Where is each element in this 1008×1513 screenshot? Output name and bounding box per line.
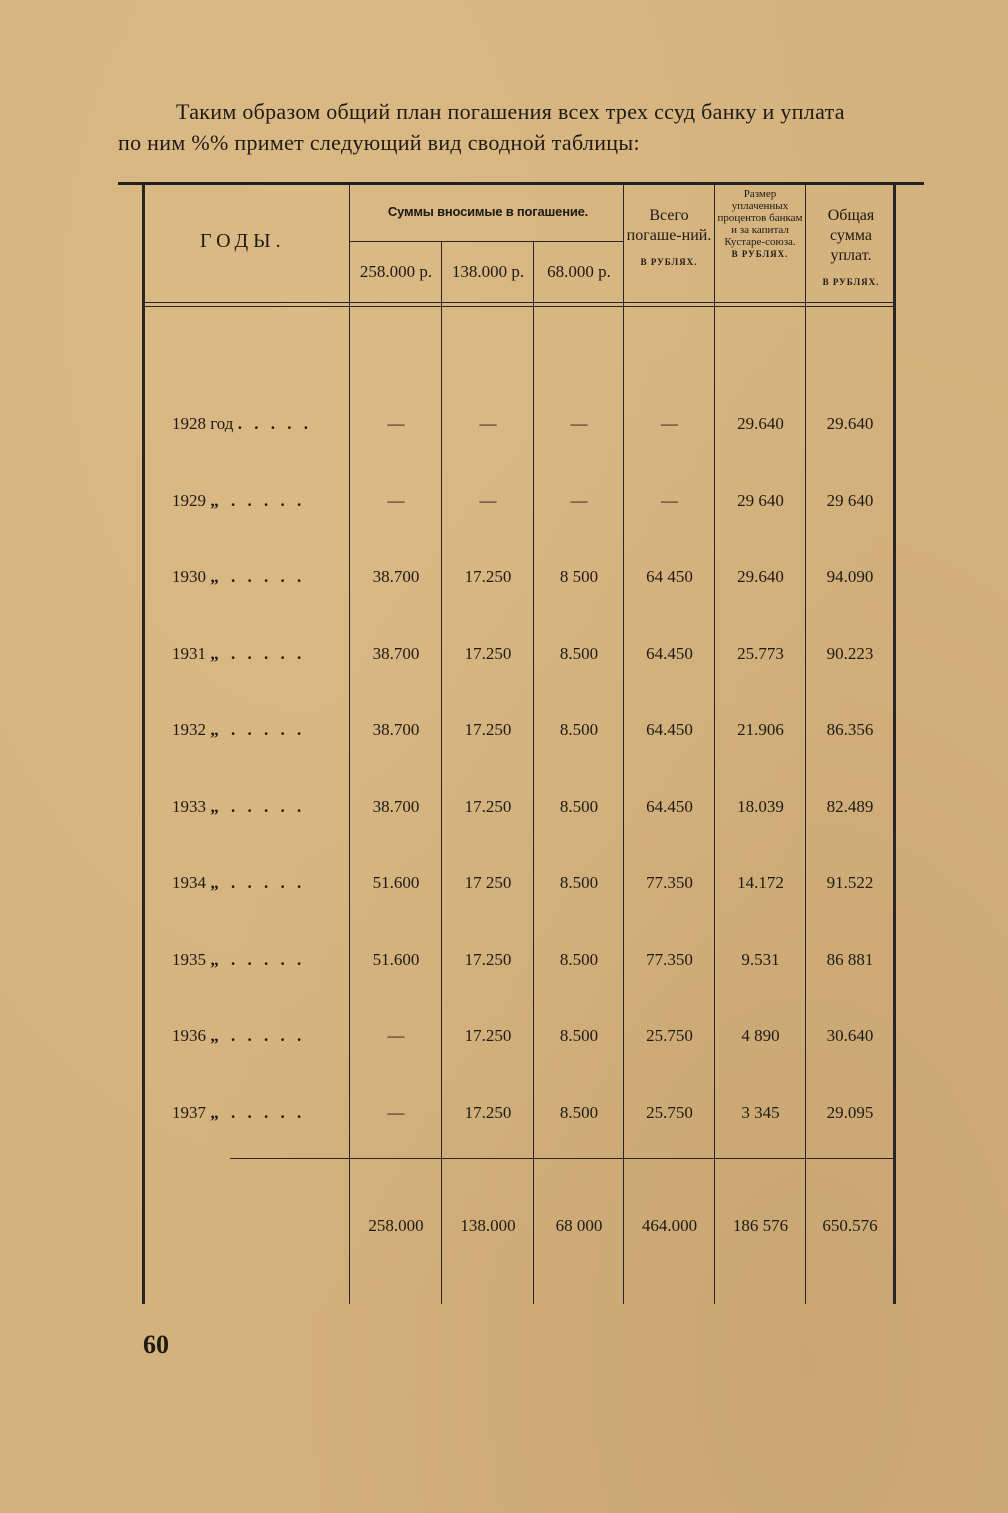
- header-bottom-rule: [145, 306, 893, 307]
- leader-dots: „ . . . . .: [210, 1026, 306, 1045]
- total-cell: 138.000: [460, 1216, 516, 1235]
- column-divider: [441, 242, 442, 1304]
- table-cell: 38.700: [372, 567, 420, 586]
- table-cell: 17.250: [464, 1103, 512, 1122]
- table-cell: 30.640: [826, 1026, 874, 1045]
- table-cell: 25.750: [646, 1026, 693, 1045]
- table-cell: 17 250: [464, 873, 512, 892]
- table-cell: 38.700: [372, 720, 420, 739]
- table-cell: 82.489: [826, 797, 874, 816]
- table-cell: 17.250: [464, 644, 512, 663]
- year-label: 1932: [172, 720, 206, 739]
- table-cell: —: [387, 491, 405, 510]
- year-label: 1935: [172, 950, 206, 969]
- table-cell: —: [479, 414, 497, 433]
- table-cell: 9.531: [741, 950, 780, 969]
- year-label: 1936: [172, 1026, 206, 1045]
- column-divider: [805, 184, 806, 1304]
- table-cell: 17.250: [464, 567, 512, 586]
- table-row-year: [172, 720, 305, 740]
- sub-header-68000: 68.000 р.: [547, 262, 611, 281]
- total-header: [626, 206, 712, 272]
- table-row-year: [172, 950, 305, 970]
- table-cell: 38.700: [372, 644, 420, 663]
- table-cell: 29.640: [737, 567, 784, 586]
- intro-line-1: Таким образом общий план погашения всех трех ссуд банку и уплата: [176, 99, 845, 124]
- table-cell: 17.250: [464, 950, 512, 969]
- table-cell: 38.700: [372, 797, 420, 816]
- table-cell: 77.350: [646, 950, 693, 969]
- column-divider: [533, 242, 534, 1304]
- sum-unit: В РУБЛЯХ.: [822, 277, 880, 287]
- table-cell: —: [387, 1103, 405, 1122]
- table-cell: 91.522: [826, 873, 874, 892]
- table-cell: 64 450: [646, 567, 693, 586]
- table-cell: 29.640: [737, 414, 784, 433]
- table-cell: —: [661, 414, 678, 433]
- table-cell: 17.250: [464, 797, 512, 816]
- table-cell: —: [661, 491, 678, 510]
- year-label: 1933: [172, 797, 206, 816]
- year-label: 1928 год: [172, 414, 234, 433]
- table-cell: 8.500: [559, 1026, 599, 1045]
- table-cell: —: [387, 414, 405, 433]
- total-cell: 650.576: [822, 1216, 878, 1235]
- table-left-border: [142, 184, 145, 1304]
- intro-paragraph: [118, 96, 938, 158]
- table-cell: 86.356: [826, 720, 874, 739]
- year-label: 1931: [172, 644, 206, 663]
- table-cell: 8.500: [559, 644, 599, 663]
- table-row-year: [172, 644, 305, 664]
- sum-header: [808, 206, 894, 292]
- years-header: ГОДЫ.: [200, 230, 286, 252]
- table-cell: 14.172: [737, 873, 784, 892]
- sum-header-label: Общая сумма уплат.: [827, 207, 875, 264]
- table-row-year: [172, 1103, 305, 1123]
- total-cell: 68 000: [555, 1216, 603, 1235]
- interest-header: [716, 188, 804, 260]
- table-cell: 29 640: [826, 491, 874, 510]
- table-cell: 29 640: [737, 491, 784, 510]
- leader-dots: „ . . . . .: [210, 720, 306, 739]
- sums-header: Суммы вносимые в погашение.: [387, 204, 589, 219]
- leader-dots: „ . . . . .: [210, 873, 306, 892]
- table-cell: 17.250: [464, 720, 512, 739]
- table-cell: 8 500: [559, 567, 599, 586]
- table-cell: 25.750: [646, 1103, 693, 1122]
- table-cell: 77.350: [646, 873, 693, 892]
- total-cell: 464.000: [641, 1216, 698, 1235]
- header-bottom-rule: [145, 302, 893, 303]
- year-label: 1934: [172, 873, 206, 892]
- table-cell: 8.500: [559, 873, 599, 892]
- table-cell: 90.223: [826, 644, 874, 663]
- page-number: 60: [143, 1330, 169, 1359]
- table-cell: 94.090: [826, 567, 874, 586]
- table-row-year: [172, 797, 305, 817]
- table-cell: 17.250: [464, 1026, 512, 1045]
- sums-header-rule: [349, 241, 623, 242]
- total-cell: 186 576: [732, 1216, 789, 1235]
- year-label: 1929: [172, 491, 206, 510]
- sub-header-258000: 258.000 р.: [359, 262, 433, 281]
- table-cell: —: [570, 491, 588, 510]
- leader-dots: „ . . . . .: [210, 644, 306, 663]
- leader-dots: „ . . . . .: [210, 491, 306, 510]
- leader-dots: . . . . .: [237, 414, 312, 433]
- table-row-year: [172, 1026, 305, 1046]
- leader-dots: „ . . . . .: [210, 1103, 306, 1122]
- table-cell: 18.039: [737, 797, 784, 816]
- table-cell: 64.450: [646, 644, 693, 663]
- leader-dots: „ . . . . .: [210, 797, 306, 816]
- table-cell: —: [387, 1026, 405, 1045]
- leader-dots: „ . . . . .: [210, 950, 306, 969]
- table-cell: 8.500: [559, 797, 599, 816]
- table-cell: 8.500: [559, 720, 599, 739]
- totals-rule: [230, 1158, 893, 1159]
- intro-line-2: по ним %% примет следующий вид сводной таблицы:: [118, 130, 640, 155]
- table-cell: 51.600: [372, 950, 420, 969]
- column-divider: [714, 184, 715, 1304]
- table-cell: 25.773: [737, 644, 784, 663]
- table-row-year: [172, 567, 305, 587]
- table-top-rule: [118, 182, 924, 185]
- table-row-year: [172, 873, 305, 893]
- interest-header-label: Размер уплаченных процентов банкам и за капитал Кустаре-союза.: [717, 188, 803, 248]
- total-header-label: Всего погаше-ний.: [626, 207, 712, 244]
- table-cell: 51.600: [372, 873, 420, 892]
- table-cell: 3 345: [741, 1103, 780, 1122]
- total-cell: 258.000: [368, 1216, 424, 1235]
- interest-unit: В РУБЛЯХ.: [731, 249, 789, 259]
- year-label: 1937: [172, 1103, 206, 1122]
- year-label: 1930: [172, 567, 206, 586]
- column-divider: [349, 184, 350, 1304]
- table-cell: 21.906: [737, 720, 784, 739]
- table-row-year: [172, 414, 312, 434]
- table-cell: —: [570, 414, 588, 433]
- total-unit: В РУБЛЯХ.: [640, 257, 698, 267]
- table-cell: 64.450: [646, 797, 693, 816]
- table-cell: 64.450: [646, 720, 693, 739]
- table-cell: 8.500: [559, 950, 599, 969]
- table-row-year: [172, 491, 305, 511]
- table-cell: 29.095: [826, 1103, 874, 1122]
- table-cell: —: [479, 491, 497, 510]
- table-cell: 29.640: [826, 414, 874, 433]
- table-cell: 86 881: [826, 950, 874, 969]
- table-cell: 8.500: [559, 1103, 599, 1122]
- sub-header-138000: 138.000 р.: [451, 262, 525, 281]
- leader-dots: „ . . . . .: [210, 567, 306, 586]
- table-right-border: [893, 184, 896, 1304]
- table-cell: 4 890: [741, 1026, 780, 1045]
- column-divider: [623, 184, 624, 1304]
